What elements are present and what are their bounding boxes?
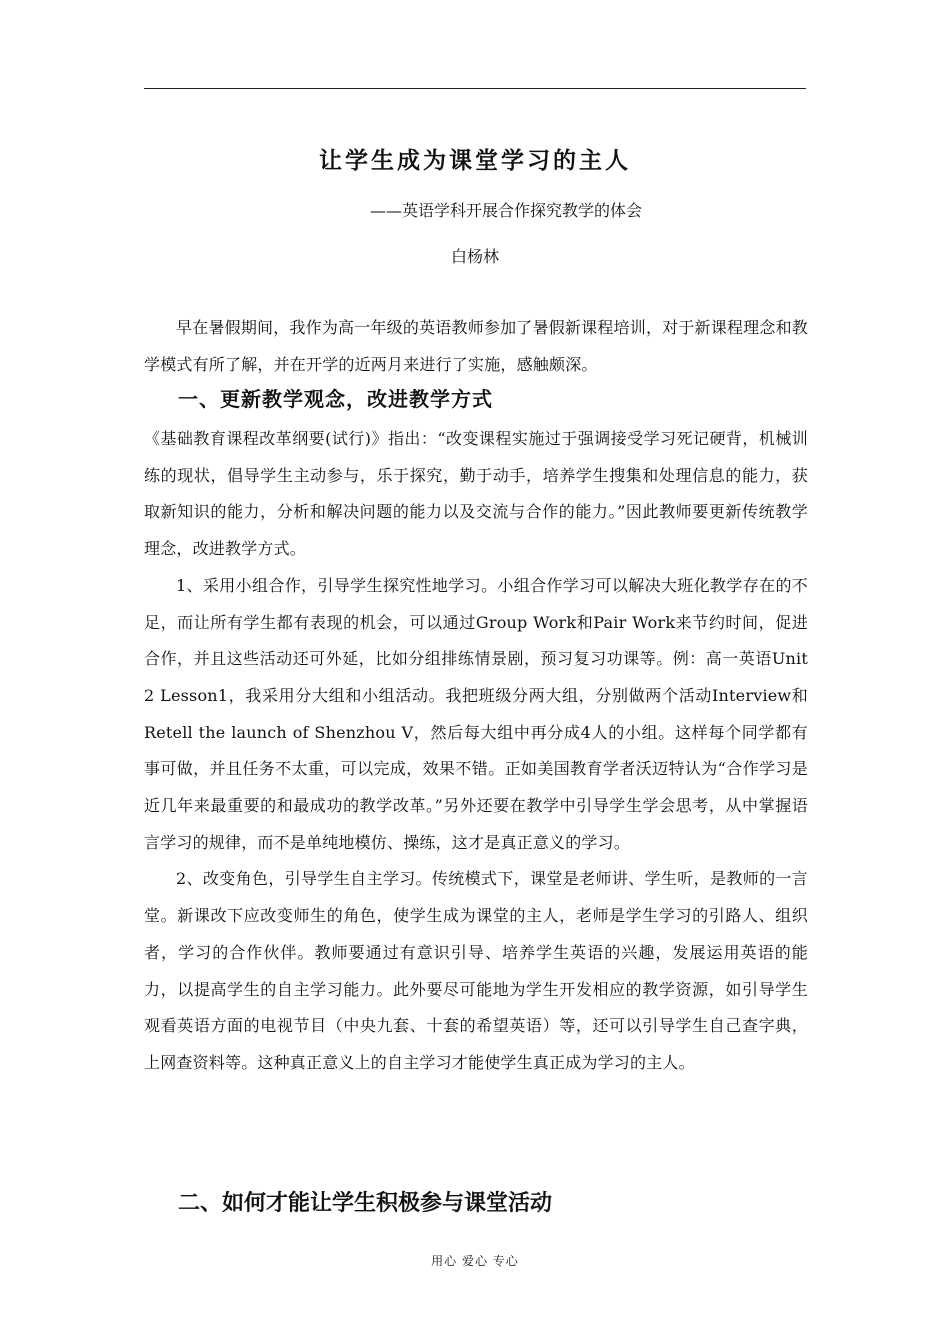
section1-paragraph-1: 《基础教育课程改革纲要(试行)》指出：“改变课程实施过于强调接受学习死记硬背，机械训练的现状，倡导学生主动参与，乐于探究，勤于动手，培养学生搜集和处理信息的能力，获取新知识的能力，分析和解决问题的能力以及交流与合作的能力。”因此教师要更新传统教学理念，改进教学方式。 (144, 429, 808, 559)
document-subtitle: ——英语学科开展合作探究教学的体会 (370, 201, 643, 220)
section2-heading: 二、如何才能让学生积极参与课堂活动 (178, 1191, 553, 1216)
intro-paragraph: 早在暑假期间，我作为高一年级的英语教师参加了暑假新课程培训，对于新课程理念和教学模式有所了解，并在开学的近两月来进行了实施，感触颇深。 (144, 318, 808, 374)
intro-block (144, 310, 808, 383)
document-title: 让学生成为课堂学习的主人 (319, 147, 631, 174)
page-footer: 用心 爱心 专心 (431, 1254, 519, 1268)
author-name: 白杨林 (450, 247, 499, 266)
section1-paragraph-2: 1、采用小组合作，引导学生探究性地学习。小组合作学习可以解决大班化教学存在的不足，而让所有学生都有表现的机会，可以通过Group Work和Pair Work来节约时间，促进合作，并且这些活动还可外延，比如分组排练情景剧，预习复习功课等。例：高一英语Unit 2 Lesson1，我采用分大组和小组活动。我把班级分两大组，分别做两个活动Interview和Retell the launch of Shenzhou V，然后每大组中再分成4人的小组。这样每个同学都有事可做，并且任务不太重，可以完成，效果不错。正如美国教育学者沃迈特认为“合作学习是近几年来最重要的和最成功的教学改革。”另外还要在教学中引导学生学会思考，从中掌握语言学习的规律，而不是单纯地模仿、操练，这才是真正意义的学习。 (144, 575, 808, 852)
section1-heading: 一、更新教学观念，改进教学方式 (178, 387, 493, 411)
section1-body (144, 421, 808, 1082)
header-rule (144, 88, 806, 89)
section1-paragraph-3: 2、改变角色，引导学生自主学习。传统模式下，课堂是老师讲、学生听，是教师的一言堂。新课改下应改变师生的角色，使学生成为课堂的主人，老师是学生学习的引路人、组织者，学习的合作伙伴。教师要通过有意识引导、培养学生英语的兴趣，发展运用英语的能力，以提高学生的自主学习能力。此外要尽可能地为学生开发相应的教学资源，如引导学生观看英语方面的电视节目（中央九套、十套的希望英语）等，还可以引导学生自己查字典，上网查资料等。这种真正意义上的自主学习才能使学生真正成为学习的主人。 (144, 869, 808, 1072)
